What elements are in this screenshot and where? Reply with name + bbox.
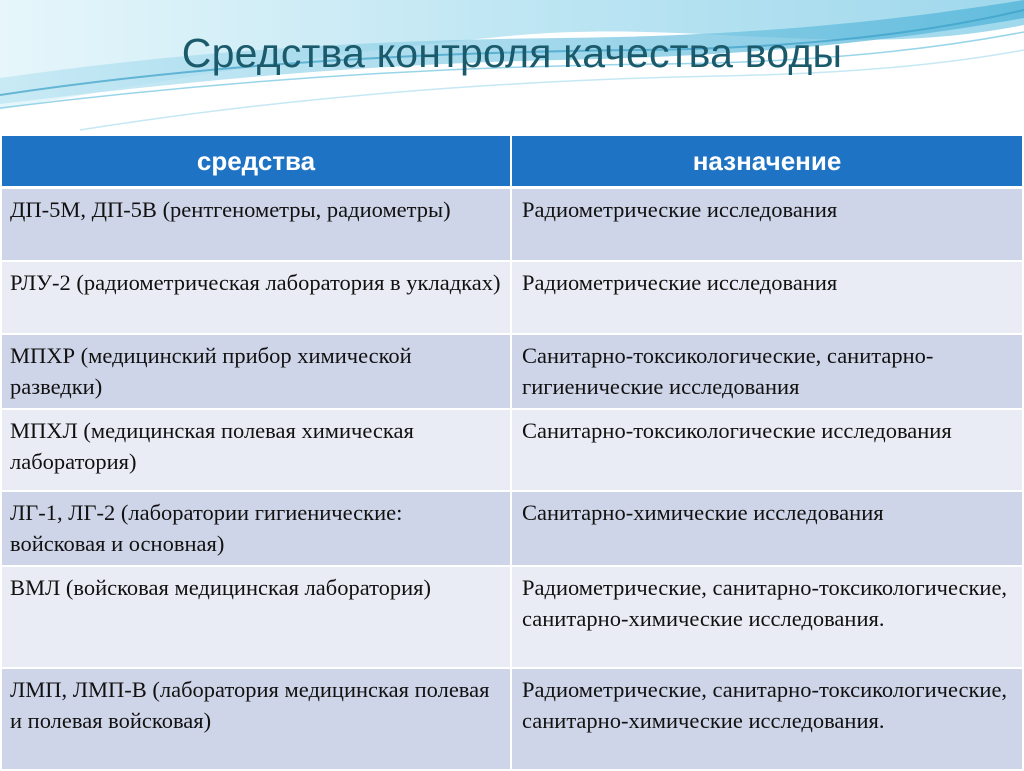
control-means-table — [2, 136, 1022, 771]
means-cell: ЛГ-1, ЛГ-2 (лаборатории гигиенические: войсковая и основная) — [2, 491, 511, 566]
table-row — [2, 566, 1022, 668]
means-cell: ЛМП, ЛМП-В (лаборатория медицинская полевая и полевая войсковая) — [2, 668, 511, 770]
table-row — [2, 188, 1022, 261]
purpose-cell: Санитарно-токсикологические, санитарно-гигиенические исследования — [511, 334, 1022, 409]
slide-title: Средства контроля качества воды — [181, 30, 843, 76]
purpose-cell: Радиометрические исследования — [511, 261, 1022, 334]
table-header-row — [2, 136, 1022, 188]
table-row — [2, 261, 1022, 334]
means-cell: ДП-5М, ДП-5В (рентгенометры, радиометры) — [2, 188, 511, 261]
header-purpose: назначение — [511, 136, 1022, 188]
means-cell: МПХР (медицинский прибор химической разведки) — [2, 334, 511, 409]
table-row — [2, 491, 1022, 566]
means-cell: ВМЛ (войсковая медицинская лаборатория) — [2, 566, 511, 668]
purpose-cell: Радиометрические исследования — [511, 188, 1022, 261]
purpose-cell: Санитарно-токсикологические исследования — [511, 409, 1022, 491]
table-row — [2, 668, 1022, 770]
table-row — [2, 409, 1022, 491]
means-cell: МПХЛ (медицинская полевая химическая лаборатория) — [2, 409, 511, 491]
purpose-cell: Санитарно-химические исследования — [511, 491, 1022, 566]
means-cell: РЛУ-2 (радиометрическая лаборатория в укладках) — [2, 261, 511, 334]
purpose-cell: Радиометрические, санитарно-токсикологические, санитарно-химические исследования. — [511, 668, 1022, 770]
table-row — [2, 334, 1022, 409]
header-means: средства — [2, 136, 511, 188]
purpose-cell: Радиометрические, санитарно-токсикологические, санитарно-химические исследования. — [511, 566, 1022, 668]
